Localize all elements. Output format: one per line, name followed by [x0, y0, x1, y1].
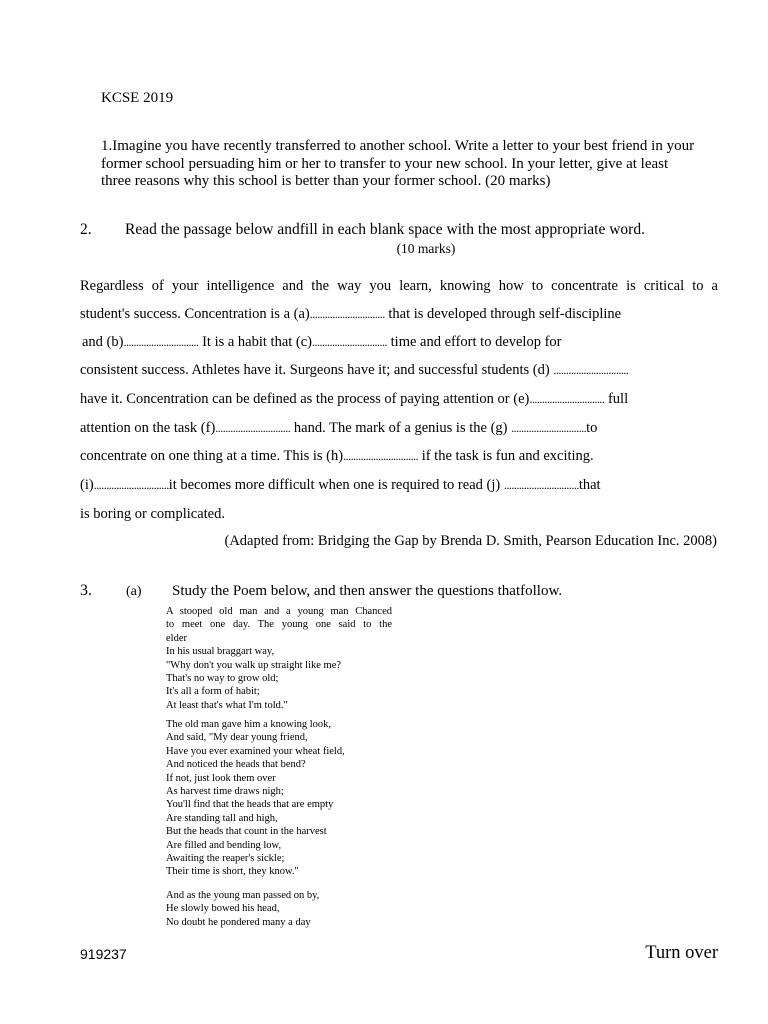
poem-line: If not, just look them over — [166, 772, 276, 784]
passage-text: attention on the task (f) — [80, 420, 216, 436]
question-2-instruction: Read the passage below andfill in each blank space with the most appropriate word. — [125, 221, 645, 238]
blank-j: .............................. — [503, 478, 579, 492]
passage-line-1: Regardless of your intelligence and the way you learn, knowing how to concentrate is critical to a — [80, 278, 718, 294]
blank-e: .............................. — [529, 392, 605, 406]
blank-a: .............................. — [309, 307, 385, 321]
passage-text: that — [578, 477, 601, 493]
passage-text: it becomes more difficult when one is required to read (j) — [168, 477, 504, 493]
passage-text: consistent success. Athletes have it. Surgeons have it; and successful students (d) — [80, 362, 554, 378]
passage-text: to — [586, 420, 598, 436]
poem-line: "Why don't you walk up straight like me? — [166, 659, 342, 671]
passage-line-3 — [82, 334, 562, 351]
turn-over-label: Turn over — [645, 943, 718, 963]
poem-line: Awaiting the reaper's sickle; — [166, 853, 285, 865]
poem-line: Are filled and bending low, — [166, 839, 282, 851]
blank-g: .............................. — [511, 421, 587, 435]
poem-line: elder — [166, 632, 187, 644]
question-3-part: (a) — [126, 584, 142, 599]
passage-text: student's success. Concentration is a (a) — [80, 306, 310, 322]
passage-text: hand. The mark of a genius is the (g) — [290, 420, 512, 436]
passage-line-5 — [80, 391, 628, 408]
blank-i: .............................. — [93, 478, 169, 492]
poem-line: But the heads that count in the harvest — [166, 826, 327, 838]
passage-text: and (b) — [82, 334, 124, 350]
blank-b: .............................. — [123, 335, 199, 349]
poem-line: At least that's what I'm told." — [166, 699, 288, 711]
question-3-number: 3. — [80, 582, 92, 599]
exam-title: KCSE 2019 — [101, 90, 174, 106]
blank-c: .............................. — [312, 335, 388, 349]
passage-text: if the task is fun and exciting. — [418, 448, 594, 464]
poem-line: It's all a form of habit; — [166, 686, 260, 698]
passage-text: full — [604, 391, 629, 407]
passage-line-4 — [80, 362, 628, 379]
passage-line-6 — [80, 420, 597, 437]
poem-line: A stooped old man and a young man Chanced — [166, 606, 392, 617]
poem-line: Have you ever examined your wheat field, — [166, 745, 345, 757]
passage-source: (Adapted from: Bridging the Gap by Brenda D. Smith, Pearson Education Inc. 2008) — [224, 533, 717, 549]
poem-stanza-3 — [166, 889, 392, 929]
passage-line-8 — [80, 477, 601, 494]
passage-line-9: is boring or complicated. — [80, 506, 225, 522]
passage-text: It is a habit that (c) — [198, 334, 313, 350]
poem-line: He slowly bowed his head, — [166, 903, 280, 915]
question-2-marks: (10 marks) — [396, 241, 456, 256]
question-1-text: 1.Imagine you have recently transferred to another school. Write a letter to your best friend in your former school persuading him or her to transfer to your new school. In your letter, give at least three reasons why this school is better than your former school. (20 marks) — [101, 138, 695, 189]
poem-line: And as the young man passed on by, — [166, 890, 320, 901]
poem-line: As harvest time draws nigh; — [166, 786, 284, 798]
poem-line: to meet one day. The young one said to the — [166, 619, 392, 631]
passage-text: that is developed through self-discipline — [384, 306, 622, 322]
blank-d: .............................. — [553, 363, 629, 377]
passage-text: have it. Concentration can be defined as the process of paying attention or (e) — [80, 391, 530, 407]
poem-line: You'll find that the heads that are empty — [166, 799, 334, 811]
poem-line: Are standing tall and high, — [166, 812, 278, 824]
question-2-number: 2. — [80, 221, 92, 238]
poem-line: That's no way to grow old; — [166, 673, 279, 685]
passage-text: time and effort to develop for — [387, 334, 562, 350]
poem-line: The old man gave him a knowing look, — [166, 719, 332, 730]
passage-text: (i) — [80, 477, 94, 493]
blank-f: .............................. — [215, 421, 291, 435]
paper-code: 919237 — [80, 946, 127, 962]
poem-line: And said, "My dear young friend, — [166, 732, 308, 744]
question-3-instruction: Study the Poem below, and then answer the questions thatfollow. — [172, 583, 563, 599]
passage-text: concentrate on one thing at a time. This is (h) — [80, 448, 344, 464]
poem-stanza-2 — [166, 718, 392, 879]
poem-line: No doubt he pondered many a day — [166, 916, 311, 928]
poem-line: Their time is short, they know." — [166, 866, 299, 878]
passage-line-2 — [80, 306, 621, 323]
blank-h: .............................. — [343, 449, 419, 463]
poem-line: In his usual braggart way, — [166, 646, 275, 658]
poem-stanza-1 — [166, 605, 392, 712]
poem-line: And noticed the heads that bend? — [166, 759, 306, 771]
passage-line-7 — [80, 448, 594, 465]
